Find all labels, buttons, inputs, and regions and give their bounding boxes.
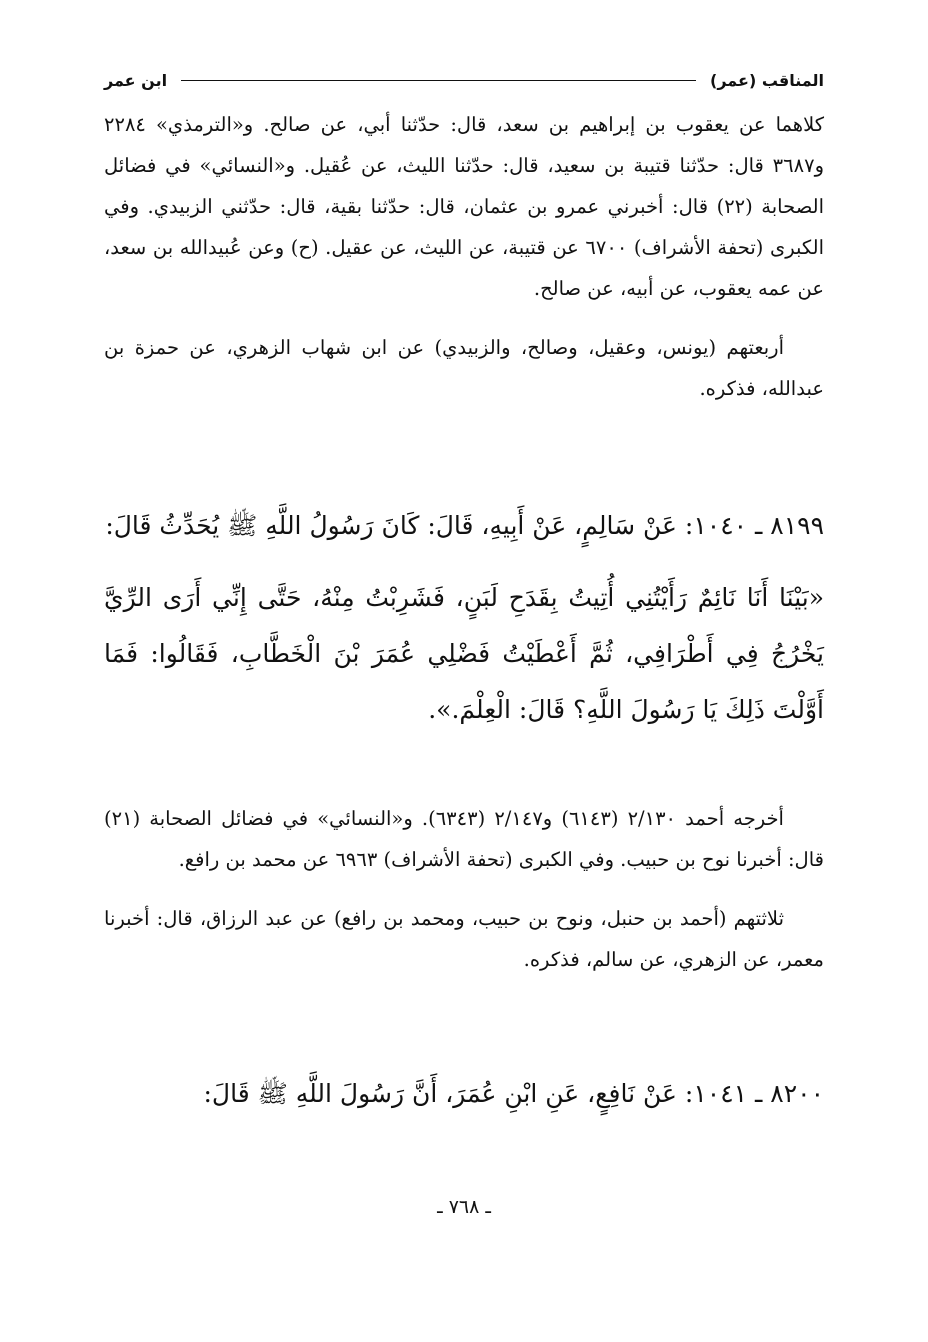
takhrij-paragraph-2: أربعتهم (يونس، وعقيل، وصالح، والزبيدي) عن ابن شهاب الزهري، عن حمزة بن عبدالله، فذكره. (104, 336, 824, 400)
hadith-1041 (104, 1068, 824, 1120)
hadith-1040-isnad: ٨١٩٩ ـ ١٠٤٠: عَنْ سَالِمٍ، عَنْ أَبِيهِ، قَالَ: كَانَ رَسُولُ اللَّهِ ﷺ يُحَدِّثُ قَالَ: (105, 511, 824, 540)
takhrij-paragraph-4: ثلاثتهم (أحمد بن حنبل، ونوح بن حبيب، ومحمد بن رافع) عن عبد الرزاق، قال: أخبرنا معمر، عن الزهري، عن سالم، فذكره. (104, 907, 824, 971)
header-rule (181, 80, 696, 81)
takhrij-paragraph-3: أخرجه أحمد ٢/١٣٠ (٦١٤٣) و٢/١٤٧ (٦٣٤٣). و«النسائي» في فضائل الصحابة (٢١) قال: أخبرنا نوح بن حبيب. وفي الكبرى (تحفة الأشراف) ٦٩٦٣ عن محمد بن رافع. (104, 807, 824, 871)
chapter-title: المناقب (عمر) (710, 70, 824, 90)
hadith-1040-matn: «بَيْنَا أَنَا نَائِمٌ رَأَيْتُنِي أُتِيتُ بِقَدَحِ لَبَنٍ، فَشَرِبْتُ مِنْهُ، حَتَّى إِنِّي أَرَى الرِّيَّ يَخْرُجُ فِي أَطْرَافِي، ثُمَّ أَعْطَيْتُ فَضْلِي عُمَرَ بْنَ الْخَطَّابِ، فَقَالُوا: فَمَا أَوَّلْتَ ذَلِكَ يَا رَسُولَ اللَّهِ؟ قَالَ: الْعِلْمَ.». (104, 583, 824, 724)
hadith-1040 (104, 500, 824, 738)
running-header (104, 64, 824, 96)
hadith-1041-isnad: ٨٢٠٠ ـ ١٠٤١: عَنْ نَافِعٍ، عَنِ ابْنِ عُمَرَ، أَنَّ رَسُولَ اللَّهِ ﷺ قَالَ: (203, 1079, 824, 1108)
author-name: ابن عمر (104, 70, 168, 90)
footnotes-bottom (104, 798, 824, 980)
footnotes-top (104, 104, 824, 409)
takhrij-paragraph-1: كلاهما عن يعقوب بن إبراهيم بن سعد، قال: حدّثنا أبي، عن صالح. و«الترمذي» ٢٢٨٤ و٣٦٨٧ قال: حدّثنا قتيبة بن سعيد، قال: حدّثنا الليث، عن عُقيل. و«النسائي» في فضائل الصحابة (٢٢) قال: أخبرني عمرو بن عثمان، قال: حدّثنا بقية، قال: حدّثني الزبيدي. وفي الكبرى (تحفة الأشراف) ٦٧٠٠ عن قتيبة، عن الليث، عن عقيل. (ح) وعن عُبيدالله بن سعد، عن عمه يعقوب، عن أبيه، عن صالح. (104, 113, 824, 300)
page-number: ـ ٧٦٨ ـ (437, 1196, 491, 1218)
